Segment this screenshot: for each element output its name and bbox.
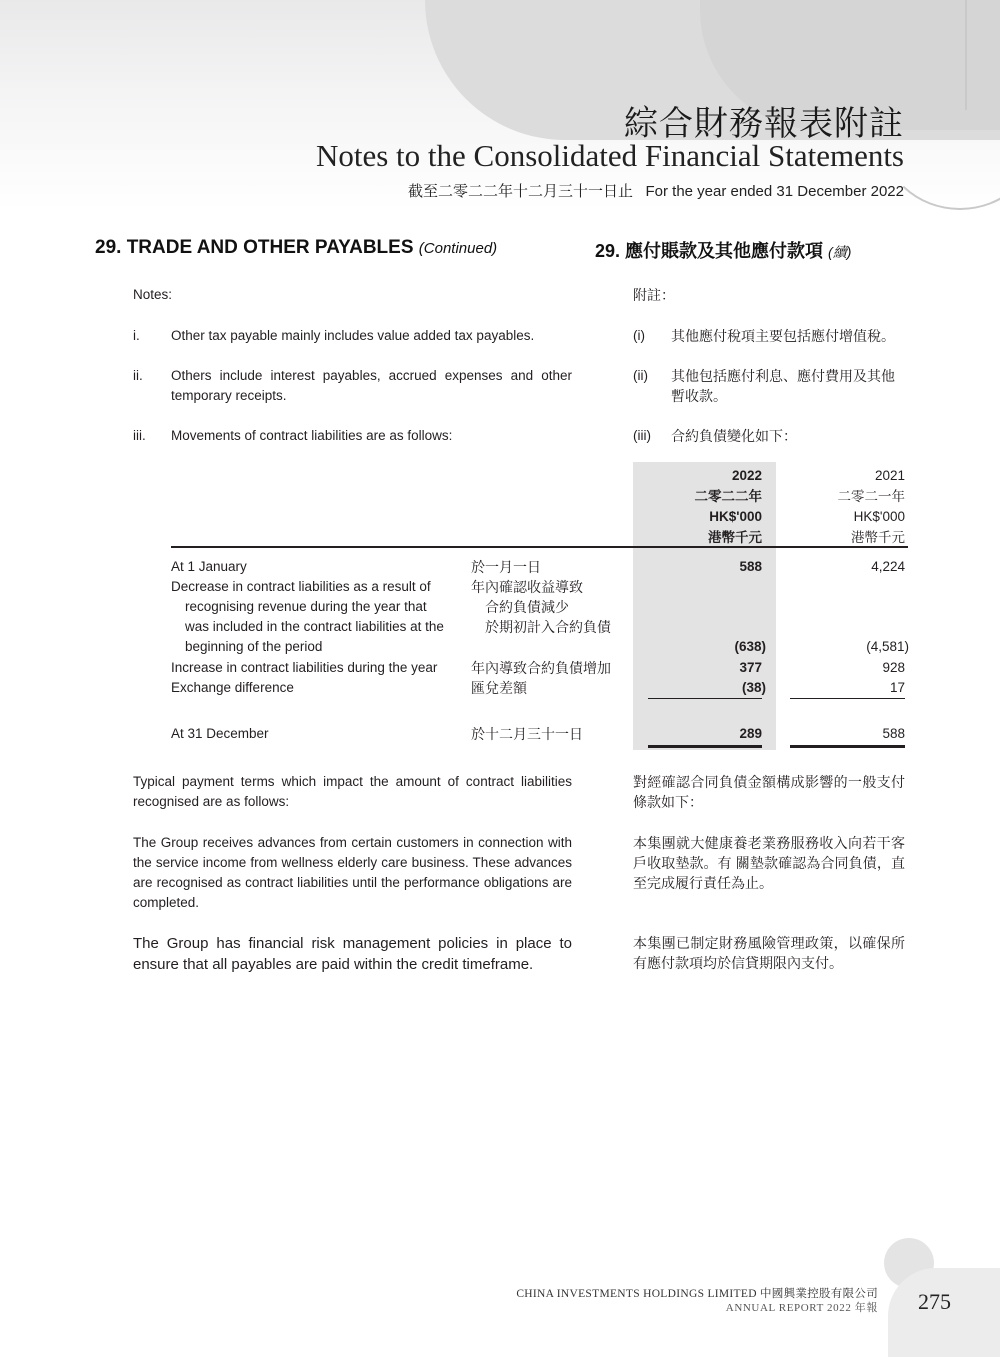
table-row-label-cn: 年內導致合約負債增加 [471, 660, 611, 676]
page-subtitle [408, 180, 904, 201]
note-number-cn: (iii) [633, 428, 651, 443]
column-header-2021 [776, 466, 905, 548]
paragraph-en: Typical payment terms which impact the amount of contract liabilities recognised are as follows: [133, 774, 572, 809]
note-text-cn: 其他應付稅項主要包括應付增值稅。 [671, 328, 895, 344]
paragraph-cn: 對經確認合同負債金額構成影響的一般支付條款如下： [633, 774, 905, 810]
column-unit-cn: 港幣千元 [851, 529, 905, 545]
column-year-cn: 二零二二年 [694, 488, 762, 504]
page-title-cn: 綜合財務報表附註 [624, 104, 904, 144]
paragraph-en: The Group receives advances from certain customers in connection with the service income from wellness elderly care business. These advances are recognised as contract liabilities until the performance obligations are completed. [133, 835, 572, 910]
table-header-rule [171, 546, 908, 548]
note-number-en: iii. [133, 428, 146, 443]
subtotal-rule-2022 [648, 698, 762, 699]
table-cell-2022: (38) [741, 680, 766, 695]
paragraph-cn: 本集團就大健康養老業務服務收入向若干客戶收取墊款。有 關墊款確認為合同負債，直至完成履行責任為止。 [633, 835, 905, 891]
note-text-en: Others include interest payables, accrued expenses and other temporary receipts. [171, 368, 572, 403]
table-cell-2021: (4,581) [866, 639, 909, 654]
section-continued-cn: (續) [828, 244, 852, 260]
subtitle-cn: 截至二零二二年十二月三十一日止 [407, 183, 633, 200]
table-row-label-en: At 1 January [171, 559, 247, 574]
table-row-label-en: Exchange difference [171, 680, 294, 695]
subtitle-en: For the year ended 31 December 2022 [645, 183, 904, 200]
table-cell-2021: 17 [889, 680, 905, 695]
table-row-label-en: recognising revenue during the year that [185, 599, 427, 614]
table-cell-2021: 4,224 [871, 559, 905, 574]
paragraph-en: The Group has financial risk management policies in place to ensure that all payables are paid within the credit timeframe. [133, 935, 572, 973]
column-year-cn: 二零二一年 [837, 488, 905, 504]
paragraph-cn: 本集團已制定財務風險管理政策，以確保所有應付款項均於信貸期限內支付。 [633, 935, 905, 971]
column-unit: HK$'000 [853, 509, 905, 524]
section-title-en: 29. TRADE AND OTHER PAYABLES [95, 237, 414, 258]
section-title-cn: 29. 應付賬款及其他應付款項 [595, 241, 824, 261]
footer-report: ANNUAL REPORT 2022 年報 [725, 1302, 878, 1314]
table-cell-2021: 928 [882, 660, 905, 675]
section-heading-en [95, 237, 497, 259]
table-row-label-cn: 年內確認收益導致 [471, 579, 583, 595]
table-row-label-en: At 31 December [171, 726, 269, 741]
note-text-en: Movements of contract liabilities are as follows: [171, 428, 453, 443]
column-year: 2021 [874, 468, 905, 483]
page-number: 275 [918, 1289, 951, 1314]
note-number-en: ii. [133, 368, 143, 383]
total-double-rule-2021 [790, 745, 905, 748]
table-row-label-en: Increase in contract liabilities during the year [171, 660, 438, 675]
column-header-2022 [633, 466, 762, 548]
table-cell-2022: 588 [739, 559, 762, 574]
table-row-label-cn: 匯兌差額 [471, 680, 527, 696]
note-number-cn: (ii) [633, 368, 648, 383]
note-number-en: i. [133, 328, 140, 343]
column-unit-cn: 港幣千元 [708, 529, 762, 545]
notes-label-cn: 附註： [633, 287, 675, 303]
table-row-label-cn: 合約負債減少 [485, 599, 569, 615]
footer-company: CHINA INVESTMENTS HOLDINGS LIMITED 中國興業控股有限公司 [516, 1288, 878, 1300]
section-heading-cn [595, 237, 851, 263]
note-number-cn: (i) [633, 328, 645, 343]
table-row-label-en: beginning of the period [185, 639, 323, 654]
total-double-rule-2022 [648, 745, 762, 748]
column-unit: HK$'000 [709, 509, 762, 524]
table-cell-2022: 289 [739, 726, 762, 741]
table-row-label-cn: 於一月一日 [471, 559, 541, 575]
table-cell-2022: 377 [739, 660, 762, 675]
table-row-label-en: Decrease in contract liabilities as a result of [171, 579, 431, 594]
note-text-cn: 其他包括應付利息、應付費用及其他暫收款。 [671, 368, 895, 404]
table-cell-2021: 588 [882, 726, 905, 741]
note-text-en: Other tax payable mainly includes value added tax payables. [171, 328, 535, 343]
table-cell-2022: (638) [734, 639, 766, 654]
page-title-en: Notes to the Consolidated Financial Statements [315, 138, 904, 173]
table-row-label-cn: 於期初計入合約負債 [485, 619, 611, 635]
table-row-label-cn: 於十二月三十一日 [471, 726, 583, 742]
note-text-cn: 合約負債變化如下： [671, 428, 797, 444]
subtotal-rule-2021 [790, 698, 905, 699]
table-row-label-en: was included in the contract liabilities at the [185, 619, 444, 634]
column-year: 2022 [731, 468, 762, 483]
section-continued-en: (Continued) [418, 240, 498, 257]
notes-label-en: Notes: [133, 287, 173, 302]
